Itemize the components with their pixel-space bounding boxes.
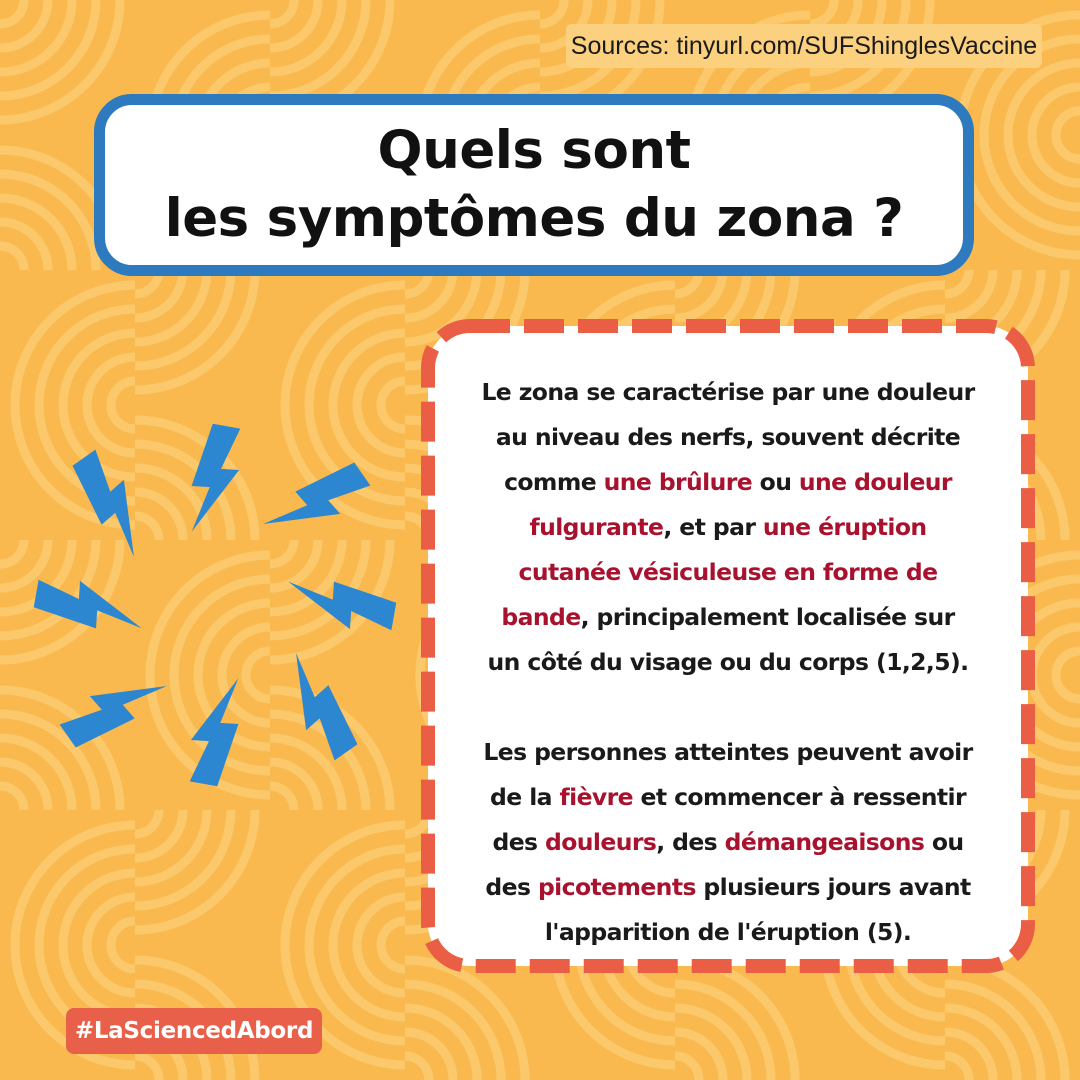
paragraph-gap xyxy=(446,685,1010,730)
paragraph-2-line: des picotements plusieurs jours avant xyxy=(485,873,971,901)
paragraph-2-line: Les personnes atteintes peuvent avoir xyxy=(483,738,973,766)
highlight-vesiculeuse: cutanée vésiculeuse en forme de xyxy=(518,558,938,586)
highlight-picotements: picotements xyxy=(537,873,696,901)
highlight-douleur: une douleur xyxy=(798,468,952,496)
lightning-bolt-icon xyxy=(32,574,148,636)
lightning-bolt-burst-icon xyxy=(20,400,410,800)
sources-badge xyxy=(566,24,1042,68)
sources-text: Sources: tinyurl.com/SUFShinglesVaccine xyxy=(570,31,1038,60)
lightning-bolt-icon xyxy=(282,574,398,636)
lightning-bolt-icon xyxy=(184,422,246,538)
paragraph-2-line: de la fièvre et commencer à ressentir xyxy=(490,783,966,811)
paragraph-1-line: un côté du visage ou du corps (1,2,5). xyxy=(487,648,969,676)
paragraph-1-line: fulgurante, et par une éruption xyxy=(529,513,927,541)
hashtag-text: #LaSciencedAbord xyxy=(74,1018,314,1044)
highlight-brulure: une brûlure xyxy=(603,468,753,496)
symptoms-text xyxy=(446,370,1010,955)
paragraph-1-line: au niveau des nerfs, souvent décrite xyxy=(495,423,961,451)
paragraph-1-line: bande, principalement localisée sur xyxy=(501,603,955,631)
highlight-fulgurante: fulgurante xyxy=(529,513,664,541)
lightning-bolt-icon xyxy=(64,446,163,561)
lightning-bolt-icon xyxy=(56,657,171,756)
highlight-fievre: fièvre xyxy=(559,783,633,811)
highlight-bande: bande xyxy=(501,603,581,631)
paragraph-2-line: l'apparition de l'éruption (5). xyxy=(544,918,912,946)
highlight-douleurs: douleurs xyxy=(545,828,657,856)
page-title-line-1: Quels sont xyxy=(377,120,691,181)
title-box xyxy=(94,94,974,276)
paragraph-1-line: comme une brûlure ou une douleur xyxy=(504,468,952,496)
paragraph-1-line: Le zona se caractérise par une douleur xyxy=(481,378,975,406)
highlight-eruption: une éruption xyxy=(762,513,927,541)
lightning-bolt-icon xyxy=(258,454,373,553)
lightning-bolt-icon xyxy=(184,672,246,788)
highlight-demangeaisons: démangeaisons xyxy=(724,828,925,856)
lightning-bolt-icon xyxy=(267,648,366,763)
paragraph-2-line: des douleurs, des démangeaisons ou xyxy=(492,828,964,856)
hashtag-badge xyxy=(66,1008,322,1054)
page-title-line-2: les symptômes du zona ? xyxy=(164,188,904,249)
